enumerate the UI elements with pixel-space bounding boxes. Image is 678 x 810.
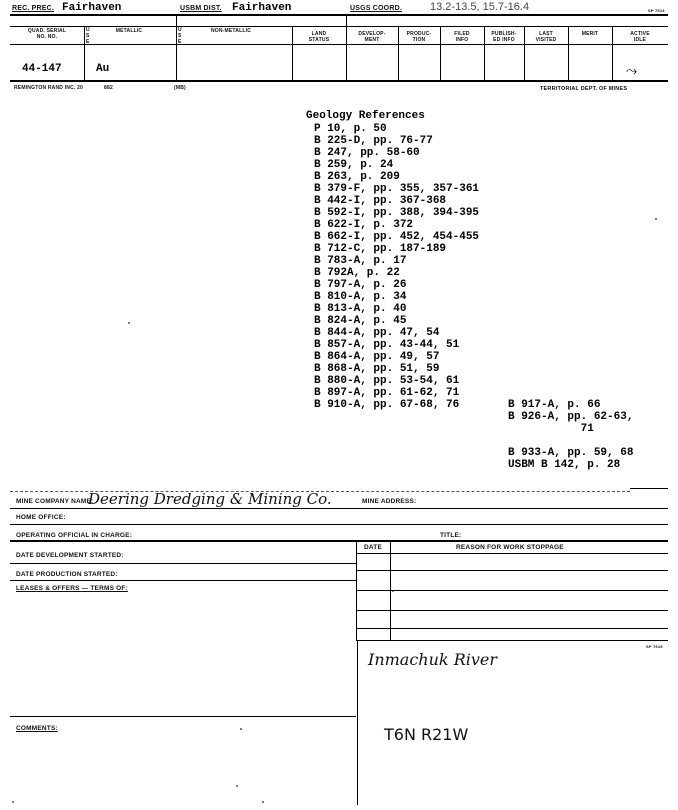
reference-entry: B 926-A, pp. 62-63, (508, 411, 634, 423)
nonmetallic-label: NON-METALLIC (210, 28, 252, 34)
reference-entry: B 933-A, pp. 59, 68 (508, 447, 634, 459)
header-mid-rule (10, 26, 668, 27)
usbm-dist-value: Fairhaven (232, 2, 292, 14)
township-value: T6N R21W (384, 725, 469, 744)
operating-official-label: OPERATING OFFICIAL IN CHARGE: (16, 532, 133, 539)
references-title: Geology References (306, 110, 425, 122)
rule (356, 570, 668, 571)
last-visited-label: LAST VISITED (535, 31, 557, 43)
filed-info-label: FILED INFO (454, 31, 470, 43)
mine-company-value: Deering Dredging & Mining Co. (88, 490, 332, 508)
date-production-label: DATE PRODUCTION STARTED: (16, 571, 118, 578)
quad-serial-label: QUAD. SERIAL NO. NO. (27, 28, 67, 40)
rule (356, 610, 668, 611)
quad-serial-value: 44-147 (22, 63, 62, 75)
divider (568, 26, 569, 80)
divider (176, 14, 177, 80)
speck (262, 801, 264, 803)
rec-prec-value: Fairhaven (62, 2, 122, 14)
reference-entry: B 824-A, p. 45 (314, 315, 407, 327)
leases-label: LEASES & OFFERS — TERMS OF: (16, 585, 128, 592)
divider (292, 26, 293, 80)
mine-address-label: MINE ADDRESS: (362, 498, 417, 505)
printer-code: 882 (104, 85, 113, 91)
reference-entry: B 910-A, pp. 67-68, 76 (314, 399, 460, 411)
rule (10, 563, 356, 564)
published-info-label: PUBLISH- ED INFO (491, 31, 517, 43)
rule (356, 590, 668, 591)
reason-label: REASON FOR WORK STOPPAGE (456, 544, 564, 551)
reference-entry: B 897-A, pp. 61-62, 71 (314, 387, 460, 399)
reference-entry: B 622-I, p. 372 (314, 219, 414, 231)
reference-entry: B 225-D, pp. 76-77 (314, 135, 433, 147)
reference-entry: B 880-A, pp. 53-54, 61 (314, 375, 460, 387)
divider (398, 26, 399, 80)
reference-entry: B 917-A, p. 66 (508, 399, 601, 411)
speck (128, 322, 130, 324)
speck (655, 218, 657, 220)
speck (236, 785, 238, 787)
divider (84, 26, 85, 80)
active-idle-label: ACTIVE IDLE (630, 31, 650, 43)
reference-entry: B 712-C, pp. 187-189 (314, 243, 447, 255)
printer-code-2: (MB) (174, 85, 186, 91)
reference-entry: B 442-I, pp. 367-368 (314, 195, 447, 207)
speck (240, 728, 242, 730)
reference-entry: B 592-I, pp. 388, 394-395 (314, 207, 480, 219)
comments-label: COMMENTS: (16, 725, 58, 732)
metallic-value: Au (96, 63, 110, 75)
divider (356, 540, 357, 640)
reference-entry: B 783-A, p. 17 (314, 255, 407, 267)
reference-entry: B 844-A, pp. 47, 54 (314, 327, 440, 339)
reference-entry: B 868-A, pp. 51, 59 (314, 363, 440, 375)
divider (390, 540, 391, 640)
merit-label: MERIT (581, 31, 599, 37)
rec-prec-label: REC. PREC. (12, 5, 55, 12)
metallic-use-prefix: U S E (86, 27, 90, 45)
usgs-coord-label: USGS COORD. (350, 5, 402, 12)
rule (356, 553, 668, 554)
reference-entry: P 10, p. 50 (314, 123, 387, 135)
reference-entry: B 813-A, p. 40 (314, 303, 407, 315)
metallic-label: METALLIC (115, 28, 143, 34)
rule (10, 716, 356, 717)
reference-entry: B 864-A, pp. 49, 57 (314, 351, 440, 363)
form-number-bottom: SP 7515 (646, 644, 663, 649)
reference-entry: B 247, pp. 58-60 (314, 147, 420, 159)
reference-entry: 71 (508, 423, 594, 435)
speck (12, 801, 14, 803)
reference-entry: B 259, p. 24 (314, 159, 394, 171)
divider (357, 640, 358, 805)
reference-entry: USBM B 142, p. 28 (508, 459, 621, 471)
usbm-dist-label: USBM DIST. (180, 5, 222, 12)
divider (346, 14, 347, 80)
mine-company-label: MINE COMPANY NAME: (16, 498, 94, 505)
rule (10, 580, 356, 581)
reference-entry: B 263, p. 209 (314, 171, 400, 183)
reference-entry: B 792A, p. 22 (314, 267, 400, 279)
nonmetallic-use-prefix: U S E (178, 27, 182, 45)
land-status-label: LAND STATUS (308, 31, 330, 43)
rule (10, 508, 668, 509)
divider (484, 26, 485, 80)
printer-line-right: TERRITORIAL DEPT. OF MINES (540, 86, 628, 92)
development-label: DEVELOP- MENT (358, 31, 386, 43)
rule (356, 628, 668, 629)
active-idle-mark: ⤳ (626, 62, 638, 78)
references-right-column (508, 399, 633, 471)
usgs-coord-value: 13.2-13.5, 15.7-16.4 (430, 1, 530, 13)
reference-entry (508, 435, 633, 447)
date-development-label: DATE DEVELOPMENT STARTED: (16, 552, 124, 559)
rule (10, 540, 668, 542)
location-value: Inmachuk River (368, 650, 498, 669)
divider (440, 26, 441, 80)
printer-line-left: REMINGTON RAND INC. 20 (14, 85, 84, 91)
header-value-rule-top (10, 44, 668, 45)
header-top-rule (10, 14, 668, 16)
home-office-label: HOME OFFICE: (16, 514, 66, 521)
production-label: PRODUC- TION (406, 31, 432, 43)
reference-entry: B 662-I, pp. 452, 454-455 (314, 231, 480, 243)
form-number-top: SP 7514 (648, 8, 665, 13)
rule (356, 640, 668, 641)
divider (524, 26, 525, 80)
date-column-label: DATE (364, 544, 383, 551)
reference-entry: B 379-F, pp. 355, 357-361 (314, 183, 480, 195)
divider (612, 26, 613, 80)
rule (630, 488, 668, 489)
header-bottom-rule (10, 80, 668, 82)
reference-entry: B 857-A, pp. 43-44, 51 (314, 339, 460, 351)
reference-entry: B 797-A, p. 26 (314, 279, 407, 291)
references-left-column (314, 123, 479, 411)
title-label: TITLE: (440, 532, 462, 539)
rule (10, 524, 668, 525)
reference-entry: B 810-A, p. 34 (314, 291, 407, 303)
